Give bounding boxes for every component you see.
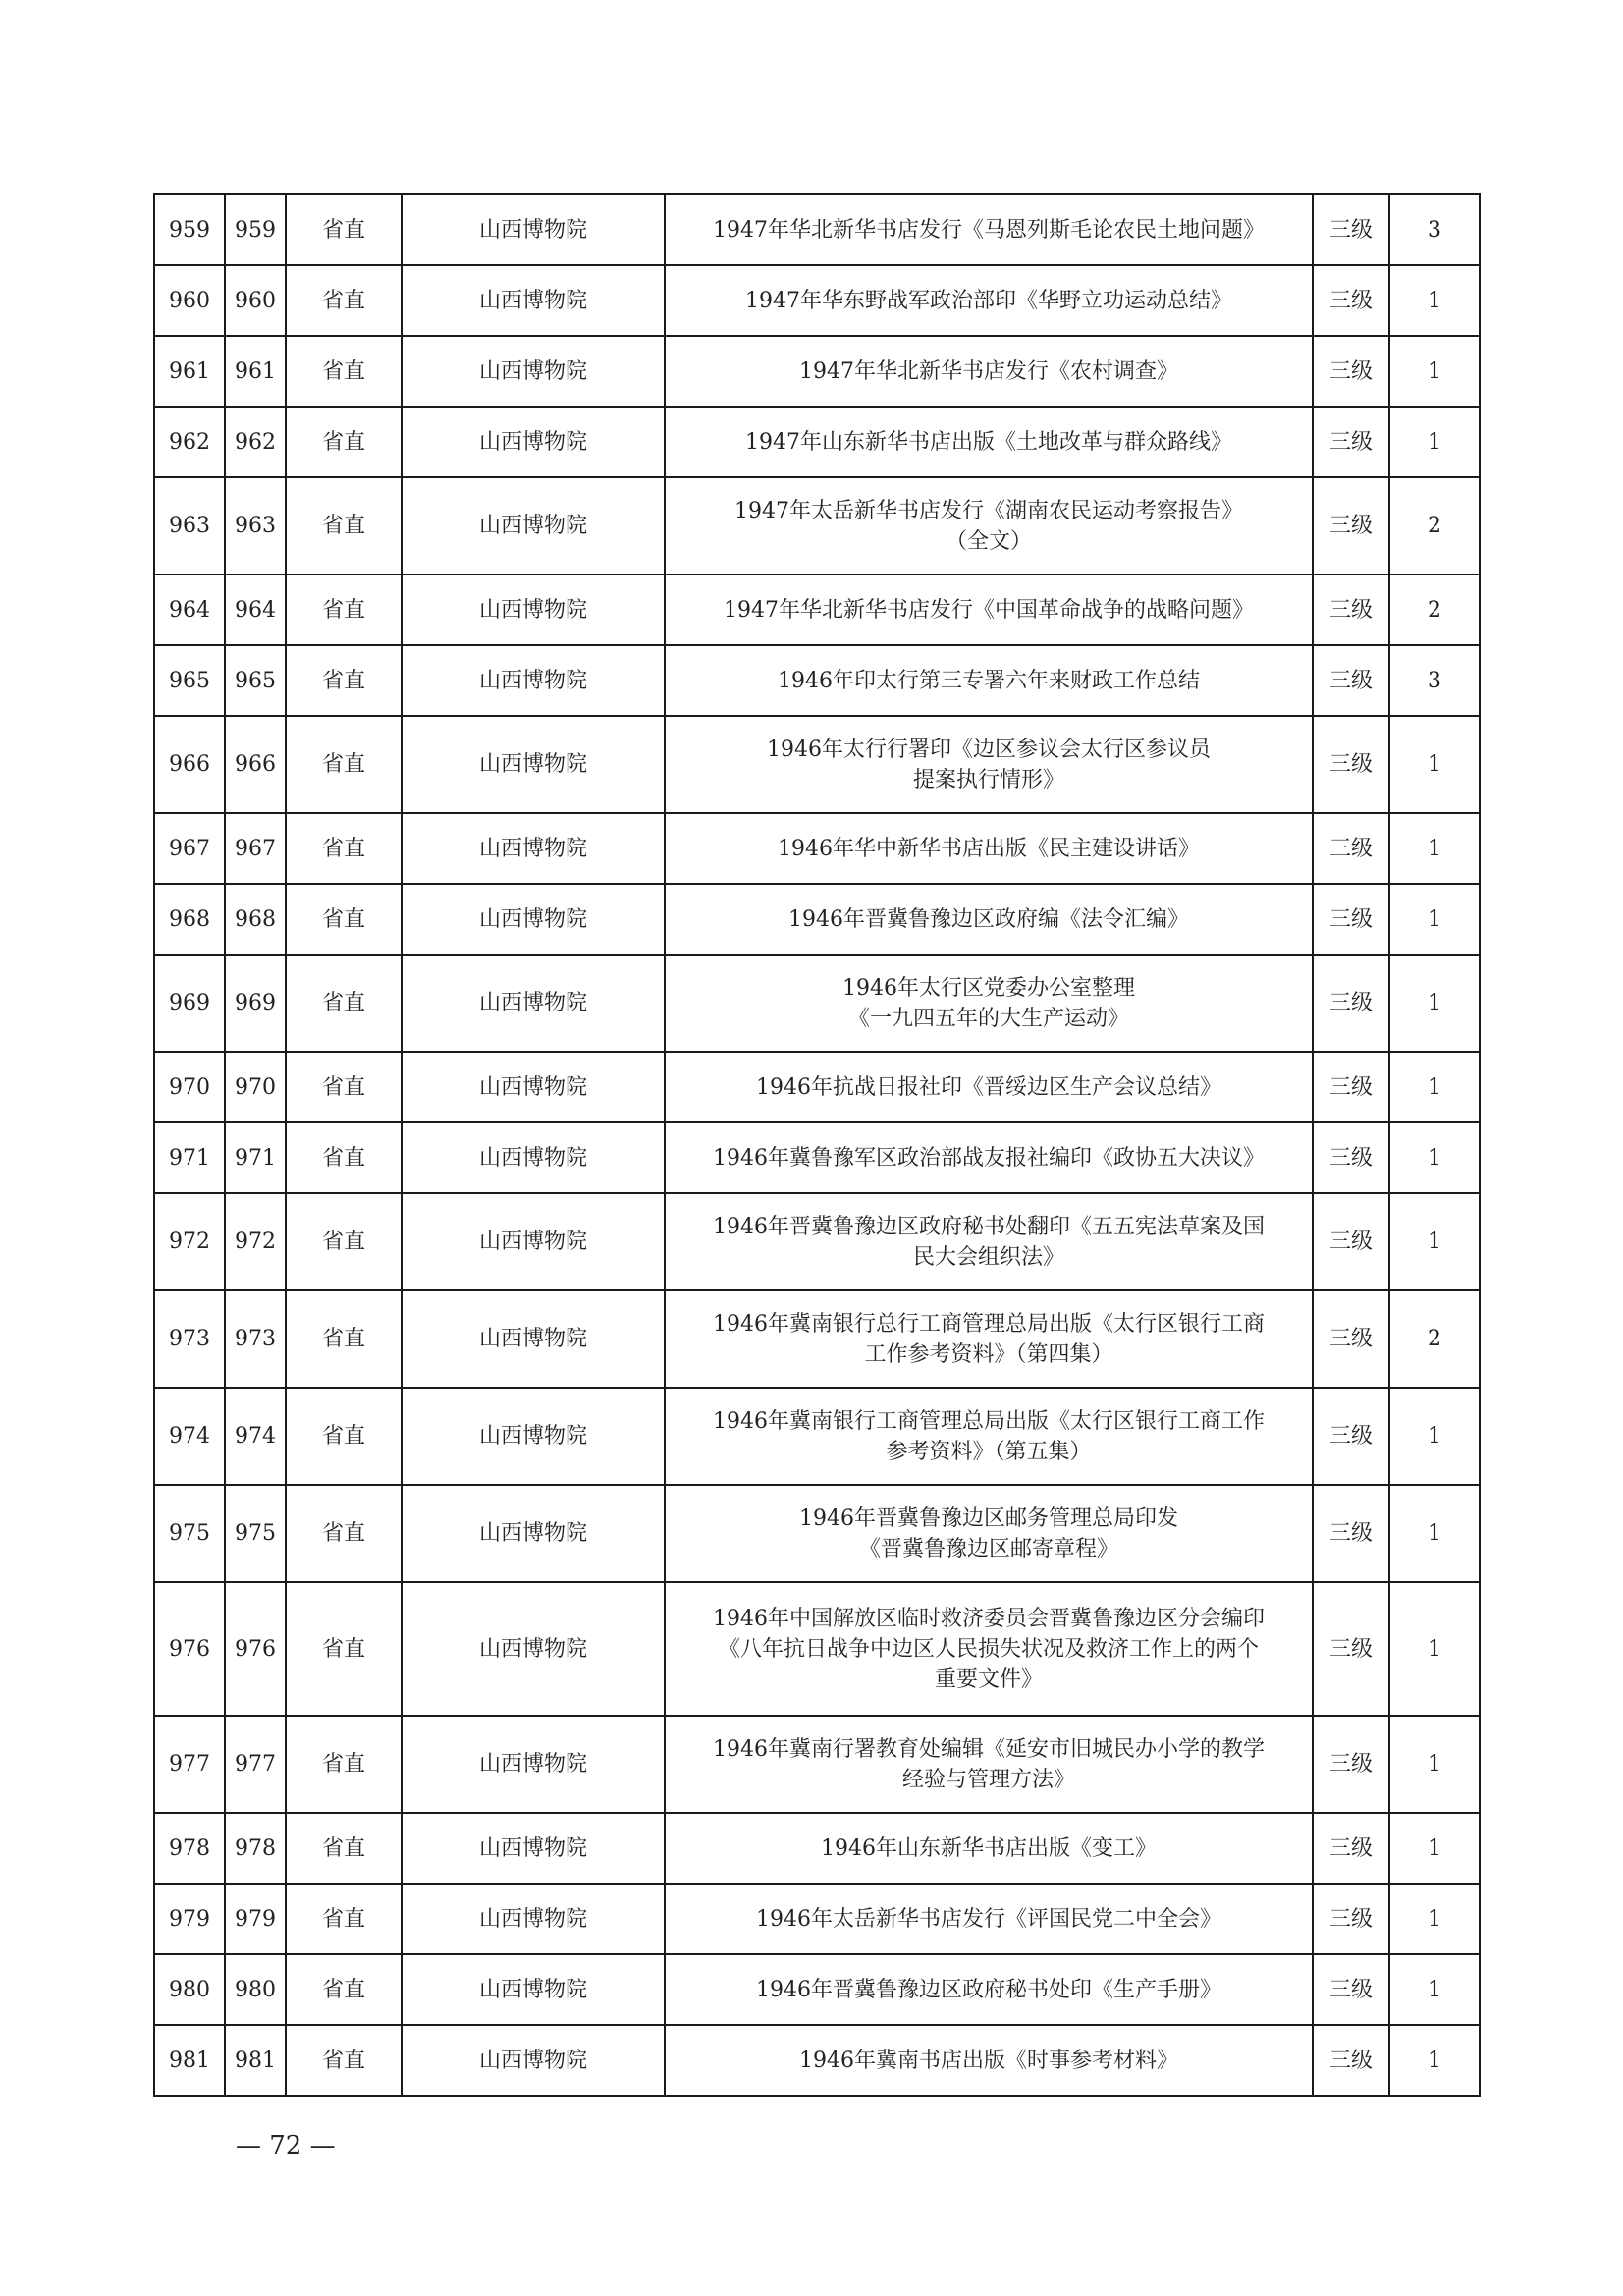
level-cell: 省直 [286,1954,402,2025]
title-line: 1946年抗战日报社印《晋绥边区生产会议总结》 [756,1074,1221,1100]
table-row [154,1388,1480,1485]
title-line: 1946年印太行第三专署六年来财政工作总结 [778,668,1200,693]
level-cell: 省直 [286,336,402,407]
title-cell [665,1290,1313,1388]
catalog-no-cell: 968 [225,884,286,955]
level-cell: 省直 [286,2025,402,2096]
quantity-cell: 1 [1389,265,1480,336]
table-row [154,1813,1480,1884]
unit-cell: 山西博物院 [402,194,665,265]
title-cell [665,407,1313,477]
seq-cell: 966 [154,716,225,813]
title-cell [665,1582,1313,1716]
level-cell: 省直 [286,1716,402,1813]
grade-cell: 三级 [1313,1485,1389,1582]
grade-cell: 三级 [1313,716,1389,813]
seq-cell: 979 [154,1884,225,1954]
title-line: 参考资料》（第五集） [886,1439,1092,1464]
catalog-no-cell: 972 [225,1193,286,1290]
quantity-cell: 1 [1389,716,1480,813]
grade-cell: 三级 [1313,1193,1389,1290]
title-line: 1946年冀南书店出版《时事参考材料》 [799,2048,1178,2073]
seq-cell: 965 [154,645,225,716]
quantity-cell: 1 [1389,1052,1480,1122]
title-cell [665,2025,1313,2096]
catalog-no-cell: 976 [225,1582,286,1716]
unit-cell: 山西博物院 [402,1388,665,1485]
catalog-no-cell: 963 [225,477,286,574]
title-line: 1946年中国解放区临时救济委员会晋冀鲁豫边区分会编印 [713,1606,1265,1631]
quantity-cell: 1 [1389,407,1480,477]
seq-cell: 977 [154,1716,225,1813]
quantity-cell: 2 [1389,574,1480,645]
grade-cell: 三级 [1313,1954,1389,2025]
table-row [154,1485,1480,1582]
catalog-no-cell: 980 [225,1954,286,2025]
level-cell: 省直 [286,407,402,477]
relics-table [153,193,1481,2097]
table-row [154,1954,1480,2025]
grade-cell: 三级 [1313,884,1389,955]
grade-cell: 三级 [1313,1884,1389,1954]
title-cell [665,477,1313,574]
title-cell [665,1485,1313,1582]
quantity-cell: 3 [1389,194,1480,265]
table-row [154,716,1480,813]
title-cell [665,574,1313,645]
table-row [154,336,1480,407]
catalog-no-cell: 959 [225,194,286,265]
title-cell [665,884,1313,955]
unit-cell: 山西博物院 [402,1193,665,1290]
title-cell [665,1122,1313,1193]
seq-cell: 962 [154,407,225,477]
title-cell [665,645,1313,716]
unit-cell: 山西博物院 [402,645,665,716]
catalog-no-cell: 965 [225,645,286,716]
seq-cell: 964 [154,574,225,645]
unit-cell: 山西博物院 [402,2025,665,2096]
level-cell: 省直 [286,194,402,265]
grade-cell: 三级 [1313,407,1389,477]
grade-cell: 三级 [1313,645,1389,716]
grade-cell: 三级 [1313,1582,1389,1716]
seq-cell: 971 [154,1122,225,1193]
quantity-cell: 1 [1389,336,1480,407]
title-cell [665,265,1313,336]
table-row [154,1052,1480,1122]
catalog-no-cell: 960 [225,265,286,336]
seq-cell: 968 [154,884,225,955]
table-row [154,955,1480,1052]
quantity-cell: 1 [1389,1716,1480,1813]
grade-cell: 三级 [1313,1716,1389,1813]
table-row [154,265,1480,336]
title-line: 经验与管理方法》 [901,1767,1075,1792]
title-line: 1946年冀南银行总行工商管理总局出版《太行区银行工商 [713,1311,1265,1337]
unit-cell: 山西博物院 [402,884,665,955]
title-cell [665,336,1313,407]
quantity-cell: 1 [1389,1884,1480,1954]
level-cell: 省直 [286,1813,402,1884]
quantity-cell: 2 [1389,477,1480,574]
table-row [154,645,1480,716]
title-line: 1947年太岳新华书店发行《湖南农民运动考察报告》 [734,498,1243,523]
quantity-cell: 1 [1389,1954,1480,2025]
seq-cell: 967 [154,813,225,884]
quantity-cell: 1 [1389,1813,1480,1884]
title-cell [665,1716,1313,1813]
table-row [154,2025,1480,2096]
title-line: 1946年冀南银行工商管理总局出版《太行区银行工商工作 [713,1408,1265,1434]
catalog-no-cell: 977 [225,1716,286,1813]
unit-cell: 山西博物院 [402,477,665,574]
level-cell: 省直 [286,884,402,955]
seq-cell: 969 [154,955,225,1052]
unit-cell: 山西博物院 [402,1290,665,1388]
level-cell: 省直 [286,1122,402,1193]
table-row [154,884,1480,955]
title-cell [665,955,1313,1052]
title-line: 工作参考资料》（第四集） [864,1341,1113,1367]
grade-cell: 三级 [1313,1052,1389,1122]
page-number: — 72 — [236,2131,336,2160]
title-line: 1946年华中新华书店出版《民主建设讲话》 [778,836,1200,861]
seq-cell: 972 [154,1193,225,1290]
grade-cell: 三级 [1313,477,1389,574]
title-line: 1946年山东新华书店出版《变工》 [821,1835,1157,1861]
quantity-cell: 1 [1389,2025,1480,2096]
title-line: 提案执行情形》 [912,767,1064,793]
seq-cell: 973 [154,1290,225,1388]
title-line: 1946年晋冀鲁豫边区邮务管理总局印发 [799,1505,1178,1531]
unit-cell: 山西博物院 [402,1884,665,1954]
title-line: 1947年华北新华书店发行《中国革命战争的战略问题》 [724,597,1254,623]
title-cell [665,716,1313,813]
table-row [154,407,1480,477]
seq-cell: 974 [154,1388,225,1485]
seq-cell: 975 [154,1485,225,1582]
title-line: 1946年晋冀鲁豫边区政府秘书处印《生产手册》 [756,1977,1221,2002]
level-cell: 省直 [286,645,402,716]
seq-cell: 970 [154,1052,225,1122]
table-row [154,1122,1480,1193]
quantity-cell: 1 [1389,813,1480,884]
table-row [154,1716,1480,1813]
seq-cell: 959 [154,194,225,265]
table-row [154,194,1480,265]
quantity-cell: 2 [1389,1290,1480,1388]
title-cell [665,1052,1313,1122]
title-line: 《八年抗日战争中边区人民损失状况及救济工作上的两个 [718,1636,1259,1662]
level-cell: 省直 [286,1193,402,1290]
title-line: 1946年冀鲁豫军区政治部战友报社编印《政协五大决议》 [713,1145,1265,1171]
seq-cell: 961 [154,336,225,407]
seq-cell: 981 [154,2025,225,2096]
title-line: 1946年太行区党委办公室整理 [842,975,1135,1001]
unit-cell: 山西博物院 [402,1485,665,1582]
unit-cell: 山西博物院 [402,1052,665,1122]
title-line: 1946年晋冀鲁豫边区政府编《法令汇编》 [788,906,1189,932]
unit-cell: 山西博物院 [402,1122,665,1193]
grade-cell: 三级 [1313,2025,1389,2096]
table-row [154,574,1480,645]
catalog-no-cell: 964 [225,574,286,645]
unit-cell: 山西博物院 [402,716,665,813]
grade-cell: 三级 [1313,265,1389,336]
title-line: 1947年华北新华书店发行《马恩列斯毛论农民土地问题》 [713,217,1265,243]
title-line: 重要文件》 [934,1667,1043,1692]
catalog-no-cell: 978 [225,1813,286,1884]
level-cell: 省直 [286,716,402,813]
seq-cell: 976 [154,1582,225,1716]
catalog-no-cell: 981 [225,2025,286,2096]
seq-cell: 980 [154,1954,225,2025]
title-cell [665,194,1313,265]
catalog-no-cell: 969 [225,955,286,1052]
title-line: 民大会组织法》 [912,1244,1064,1270]
level-cell: 省直 [286,813,402,884]
level-cell: 省直 [286,955,402,1052]
catalog-no-cell: 962 [225,407,286,477]
title-line: 1946年晋冀鲁豫边区政府秘书处翻印《五五宪法草案及国 [713,1214,1265,1239]
title-cell [665,1813,1313,1884]
table-row [154,1193,1480,1290]
unit-cell: 山西博物院 [402,265,665,336]
level-cell: 省直 [286,1052,402,1122]
unit-cell: 山西博物院 [402,1716,665,1813]
unit-cell: 山西博物院 [402,1954,665,2025]
unit-cell: 山西博物院 [402,813,665,884]
seq-cell: 963 [154,477,225,574]
title-line: （全文） [945,528,1032,554]
grade-cell: 三级 [1313,955,1389,1052]
level-cell: 省直 [286,1290,402,1388]
catalog-no-cell: 966 [225,716,286,813]
level-cell: 省直 [286,265,402,336]
catalog-no-cell: 971 [225,1122,286,1193]
unit-cell: 山西博物院 [402,1813,665,1884]
unit-cell: 山西博物院 [402,574,665,645]
grade-cell: 三级 [1313,1813,1389,1884]
level-cell: 省直 [286,1485,402,1582]
quantity-cell: 1 [1389,1388,1480,1485]
catalog-no-cell: 961 [225,336,286,407]
grade-cell: 三级 [1313,1122,1389,1193]
quantity-cell: 1 [1389,955,1480,1052]
title-line: 1947年山东新华书店出版《土地改革与群众路线》 [745,429,1232,455]
title-cell [665,1388,1313,1485]
title-cell [665,1193,1313,1290]
unit-cell: 山西博物院 [402,955,665,1052]
catalog-no-cell: 979 [225,1884,286,1954]
title-line: 1946年冀南行署教育处编辑《延安市旧城民办小学的教学 [713,1736,1265,1762]
grade-cell: 三级 [1313,336,1389,407]
quantity-cell: 1 [1389,1485,1480,1582]
title-line: 1946年太岳新华书店发行《评国民党二中全会》 [756,1906,1221,1932]
title-line: 1947年华北新华书店发行《农村调查》 [799,358,1178,384]
grade-cell: 三级 [1313,574,1389,645]
title-cell [665,1884,1313,1954]
grade-cell: 三级 [1313,194,1389,265]
quantity-cell: 1 [1389,1193,1480,1290]
seq-cell: 978 [154,1813,225,1884]
catalog-no-cell: 975 [225,1485,286,1582]
table-row [154,1290,1480,1388]
seq-cell: 960 [154,265,225,336]
title-line: 1946年太行行署印《边区参议会太行区参议员 [767,737,1211,762]
quantity-cell: 1 [1389,1582,1480,1716]
catalog-no-cell: 967 [225,813,286,884]
title-cell [665,813,1313,884]
table-row [154,1582,1480,1716]
level-cell: 省直 [286,477,402,574]
unit-cell: 山西博物院 [402,1582,665,1716]
quantity-cell: 1 [1389,884,1480,955]
table-row [154,1884,1480,1954]
grade-cell: 三级 [1313,813,1389,884]
quantity-cell: 1 [1389,1122,1480,1193]
table-body [154,194,1480,2096]
table-row [154,813,1480,884]
level-cell: 省直 [286,1582,402,1716]
grade-cell: 三级 [1313,1388,1389,1485]
level-cell: 省直 [286,1884,402,1954]
unit-cell: 山西博物院 [402,407,665,477]
title-line: 1947年华东野战军政治部印《华野立功运动总结》 [745,288,1232,313]
title-line: 《一九四五年的大生产运动》 [847,1006,1129,1031]
catalog-no-cell: 973 [225,1290,286,1388]
catalog-no-cell: 970 [225,1052,286,1122]
level-cell: 省直 [286,574,402,645]
catalog-no-cell: 974 [225,1388,286,1485]
grade-cell: 三级 [1313,1290,1389,1388]
title-line: 《晋冀鲁豫边区邮寄章程》 [858,1536,1118,1561]
unit-cell: 山西博物院 [402,336,665,407]
table-row [154,477,1480,574]
quantity-cell: 3 [1389,645,1480,716]
title-cell [665,1954,1313,2025]
level-cell: 省直 [286,1388,402,1485]
